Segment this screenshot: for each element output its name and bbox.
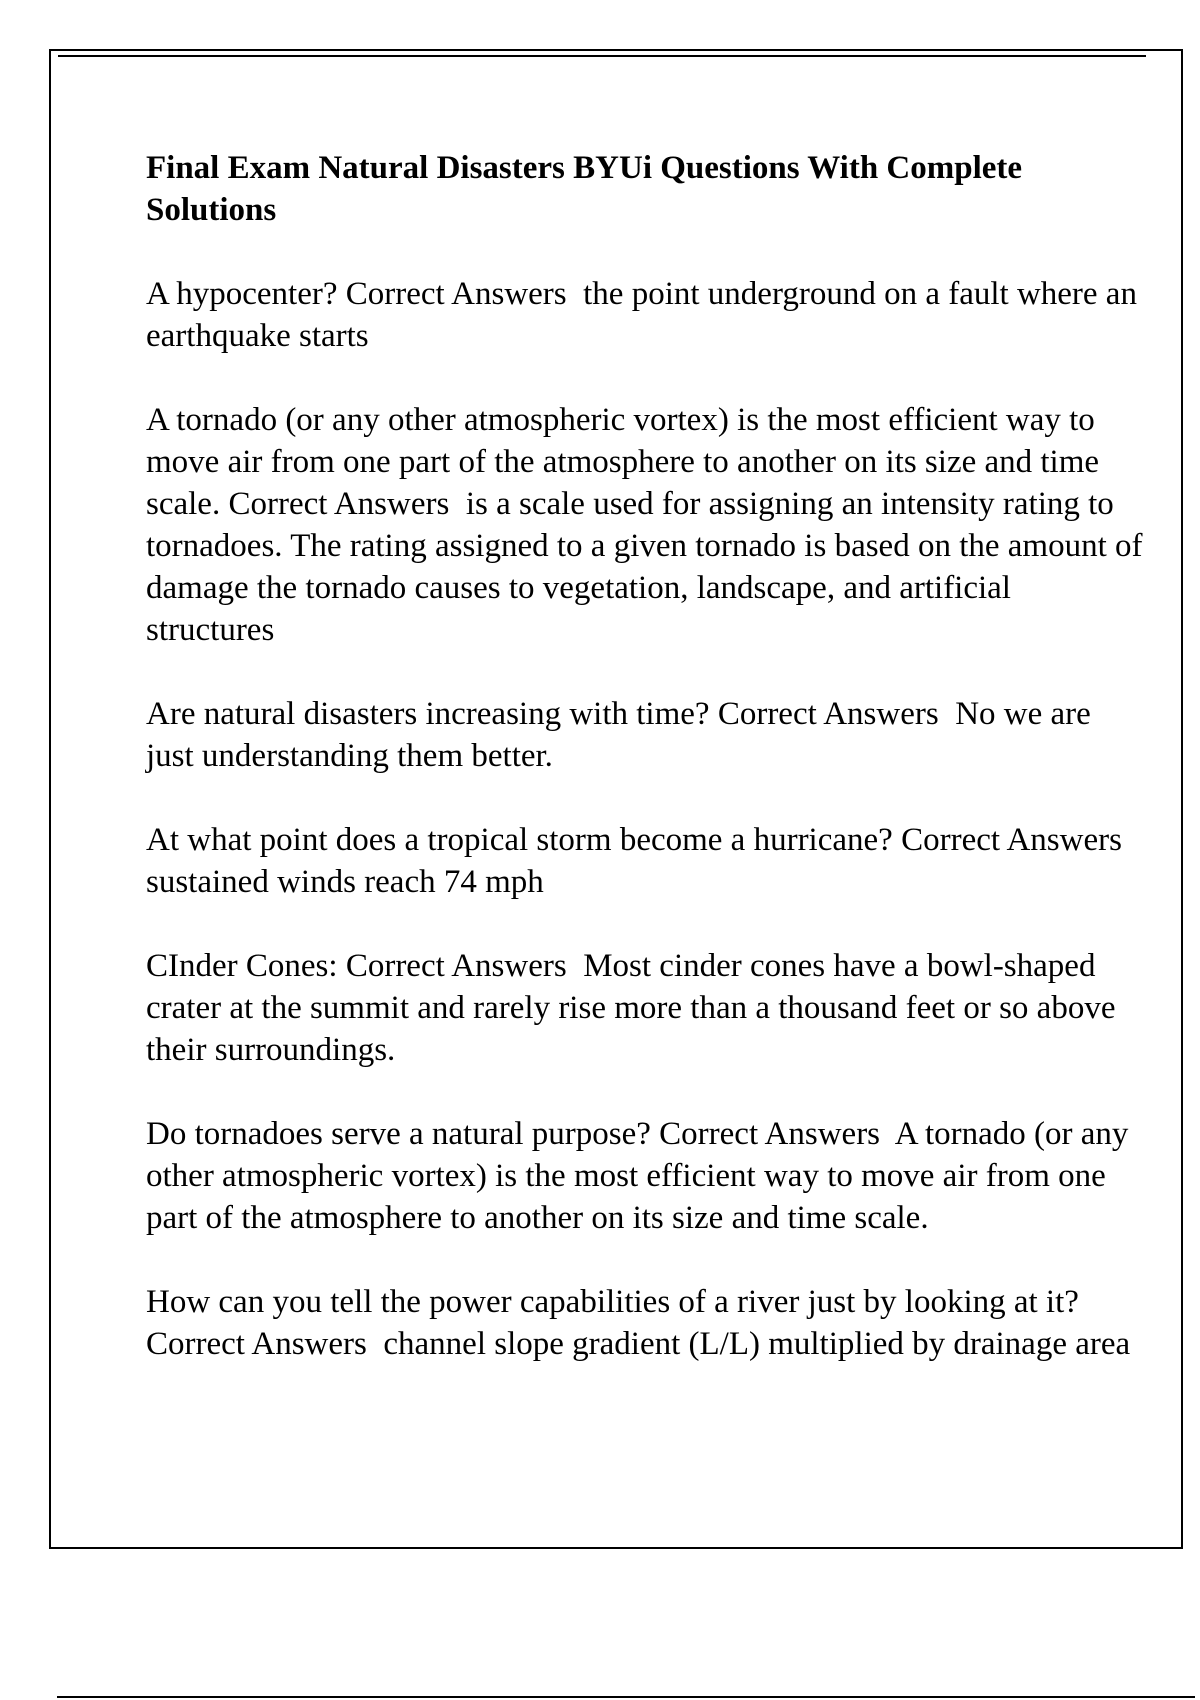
qa-entry [146,1113,1146,1239]
top-rule [58,55,1146,57]
answer-text: sustained winds reach 74 mph [146,864,544,900]
answer-text: is a scale used for assigning an intensity rating to tornadoes. The rating assigned to a given tornado is based on the amount of damage the tornado causes to vegetation, landscape, and artificial structures [146,486,1151,648]
question-text: CInder Cones: [146,948,338,984]
question-text: Are natural disasters increasing with time? [146,696,710,732]
answer-label: Correct Answers [228,486,450,522]
qa-entry [146,693,1146,777]
qa-entry [146,819,1146,903]
answer-text: the point underground on a fault where an earthquake starts [146,276,1146,354]
answer-text: No we are just understanding them better. [146,696,1100,774]
qa-entry [146,945,1146,1071]
qa-entry [146,273,1146,357]
answer-label: Correct Answers [345,276,567,312]
document-title: Final Exam Natural Disasters BYUi Questions With Complete Solutions [146,150,1023,228]
qa-entry [146,399,1151,651]
answer-label: Correct Answers [345,948,567,984]
answer-text: Most cinder cones have a bowl-shaped crater at the summit and rarely rise more than a thousand feet or so above their surroundings. [146,948,1124,1068]
page-frame [49,49,1183,1549]
answer-text: channel slope gradient (L/L) multiplied by drainage area [383,1326,1131,1362]
question-text: Do tornadoes serve a natural purpose? [146,1116,651,1152]
question-text: At what point does a tropical storm become a hurricane? [146,822,893,858]
answer-label: Correct Answers [659,1116,881,1152]
question-text: A tornado (or any other atmospheric vortex) is the most efficient way to move air from one part of the atmosphere to another on its size and time scale. [146,402,1108,522]
document-content [146,147,1151,1407]
answer-text: A tornado (or any other atmospheric vortex) is the most efficient way to move air from one part of the atmosphere to another on its size and time scale. [146,1116,1137,1236]
question-text: A hypocenter? [146,276,338,312]
answer-label: Correct Answers [901,822,1122,858]
answer-label: Correct Answers [146,1326,367,1362]
answer-label: Correct Answers [717,696,939,732]
bottom-rule [57,1696,1195,1698]
qa-entry [146,1281,1146,1365]
question-text: How can you tell the power capabilities of a river just by looking at it? [146,1284,1079,1320]
